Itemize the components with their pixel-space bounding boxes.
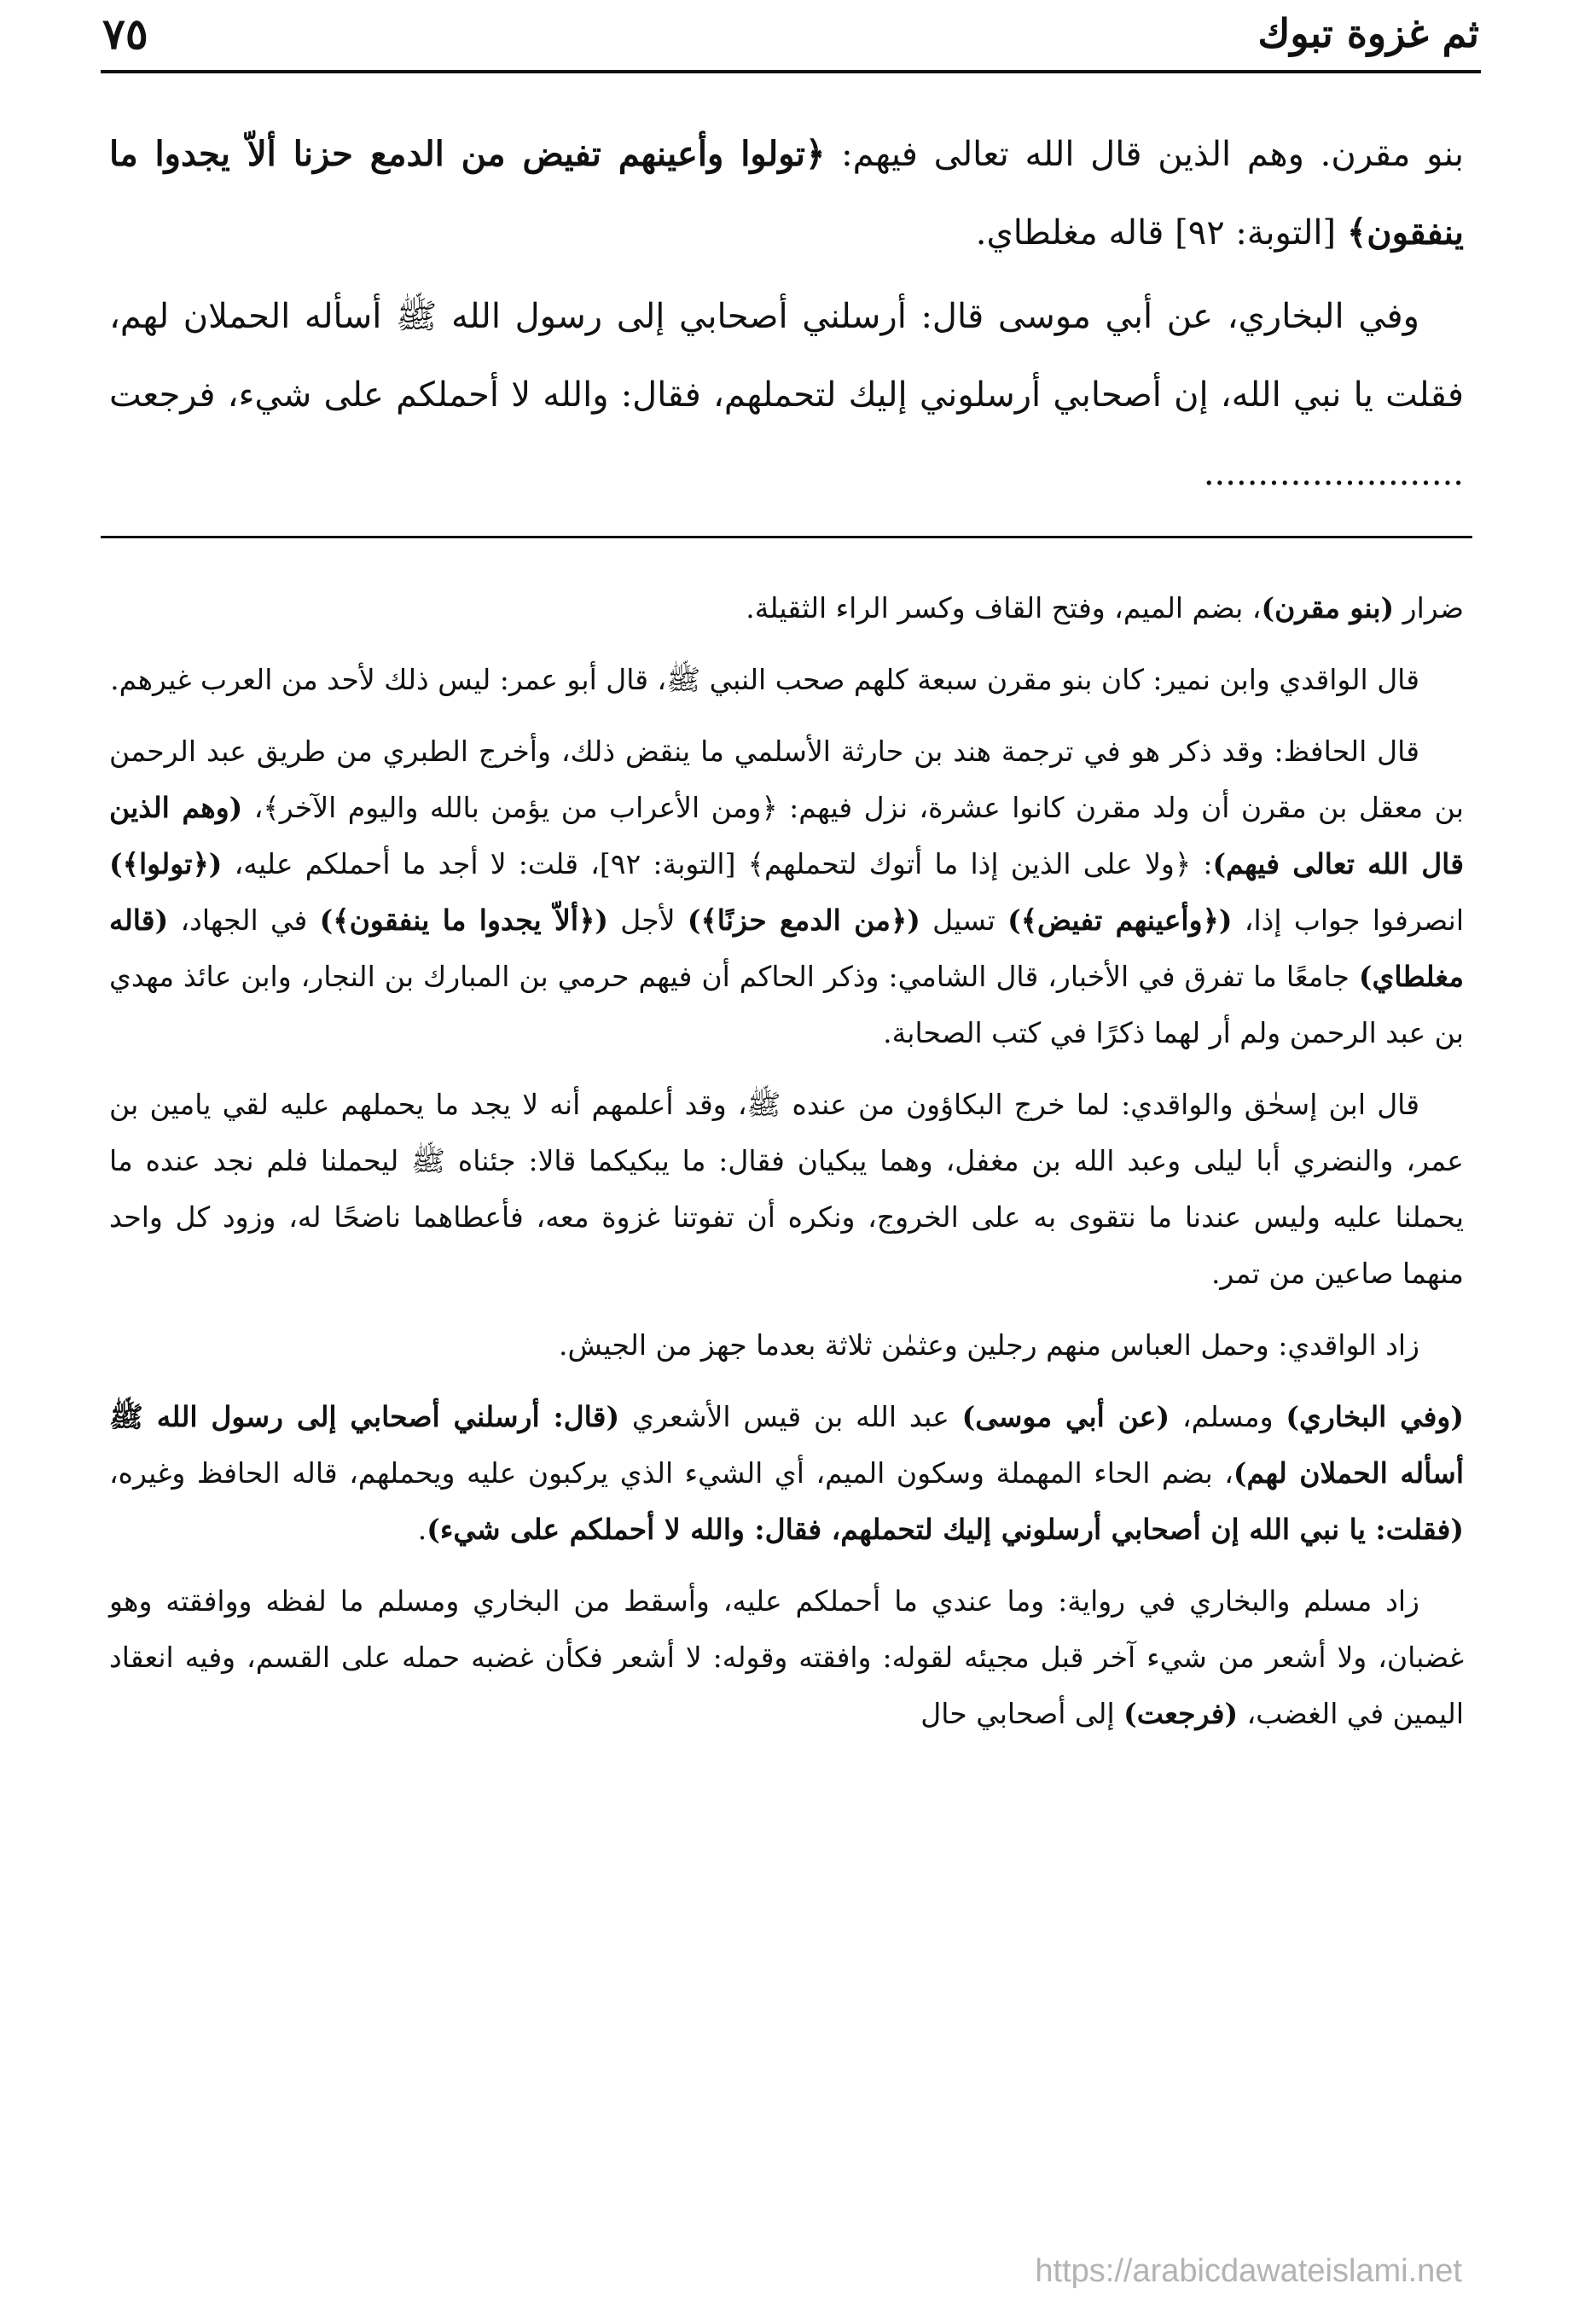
quoted-matn: (﴿تولوا﴾) [109,847,223,880]
commentary-paragraph [109,1389,1464,1558]
text-run: قال ابن إسحٰق والواقدي: لما خرج البكاؤون من عنده ﷺ، وقد أعلمهم أنه لا يجد ما يحملهم عليه لقي يامين بن عمر، والنضري أبا ليلى وعبد الله بن مغفل، وهما يبكيان فقال: ما يبكيكما قالا: جئناه ﷺ ليحملنا فلم نجد عنده ما يحملنا عليه وليس عندنا ما نتقوى به على الخروج، ونكره أن تفوتنا غزوة معه، فأعطاهما ناضحًا له، وزود كل واحد منهما صاعين من تمر. [109,1088,1464,1290]
quoted-matn: (﴿ألاّ يجدوا ما ينفقون﴾) [319,903,608,937]
commentary-paragraph [109,1317,1464,1374]
text-run: إلى أصحابي حال [920,1697,1124,1730]
text-run: ، بضم الميم، وفتح القاف وكسر الراء الثقيلة. [746,591,1262,625]
commentary-paragraph [109,652,1464,708]
main-paragraph [109,115,1464,272]
commentary-paragraph [109,1573,1464,1742]
text-run: عبد الله بن قيس الأشعري [619,1400,962,1433]
quoted-matn: (قاله مغلطاي) [109,903,1464,993]
text-run: جامعًا ما تفرق في الأخبار، قال الشامي: وذكر الحاكم أن فيهم حرمي بن المبارك بن النجار، وابن عائذ مهدي بن عبد الرحمن ولم أر لهما ذكرًا في كتب الصحابة. [109,960,1464,1049]
quoted-matn: (وهم الذين قال الله تعالى فيهم) [109,791,1464,880]
page-number: ٧٥ [102,8,148,59]
text-run: ومسلم، [1170,1400,1286,1433]
text-run: تسيل [920,903,1008,937]
text-run: زاد مسلم والبخاري في رواية: وما عندي ما أحملكم عليه، وأسقط من البخاري ومسلم ما لفظه ووافقته وهو غضبان، ولا أشعر من شيء آخر قبل مجيئه لقوله: وافقته وقوله: لا أشعر فكأن غضبه حمله على القسم، وفيه انعقاد اليمين في الغضب، [109,1584,1464,1730]
text-run: : ﴿ولا على الذين إذا ما أتوك لتحملهم﴾ [التوبة: ٩٢]، قلت: لا أجد ما أحملكم عليه، [222,847,1213,880]
text-run: ضرار [1394,591,1464,625]
text-run: [التوبة: ٩٢] قاله مغلطاي. [975,213,1347,253]
text-divider [101,536,1472,538]
text-run: ، بضم الحاء المهملة وسكون الميم، أي الشيء الذي يركبون عليه ويحملهم، قاله الحافظ وغيره، [109,1456,1233,1490]
text-run: في الجهاد، [168,903,320,937]
main-paragraph [109,277,1464,513]
running-head [102,0,1479,67]
quoted-matn: (قال: أرسلني أصحابي إلى رسول الله ﷺ أسأله الحملان لهم) [109,1400,1465,1490]
commentary-paragraph [109,723,1464,1061]
text-run: بنو مقرن. وهم الذين قال الله تعالى فيهم: [825,135,1465,174]
header-rule [101,70,1481,73]
text-run: زاد الواقدي: وحمل العباس منهم رجلين وعثمٰن ثلاثة بعدما جهز من الجيش. [558,1328,1419,1362]
quoted-matn: (﴿وأعينهم تفيض﴾) [1007,903,1233,937]
quran-verse: ﴿تولوا وأعينهم تفيض من الدمع حزنا ألاّ يجدوا ما ينفقون﴾ [109,134,1464,253]
quoted-matn: (بنو مقرن) [1261,591,1395,625]
commentary [109,580,1464,1758]
running-title: ثم غزوة تبوك [1257,10,1479,56]
text-run: وفي البخاري، عن أبي موسى قال: أرسلني أصحابي إلى رسول الله ﷺ أسأله الحملان لهم، فقلت يا نبي الله، إن أصحابي أرسلوني إليك لتحملهم، فقال: والله لا أحملكم على شيء، فرجعت [109,297,1465,415]
text-run: قال الحافظ: وقد ذكر هو في ترجمة هند بن حارثة الأسلمي ما ينقض ذلك، وأخرج الطبري من طريق عبد الرحمن بن معقل بن مقرن أن ولد مقرن كانوا عشرة، نزل فيهم: ﴿ومن الأعراب من يؤمن بالله واليوم الآخر﴾، [109,735,1464,824]
quoted-matn: (عن أبي موسى) [961,1400,1170,1433]
commentary-paragraph [109,1077,1464,1302]
quoted-matn: (فقلت: يا نبي الله إن أصحابي أرسلوني إليك لتحملهم، فقال: والله لا أحملكم على شيء) [427,1513,1464,1546]
main-text [109,115,1464,518]
text-run: انصرفوا جواب إذا، [1232,903,1464,937]
text-run: . [417,1513,427,1546]
quoted-matn: (فرجعت) [1123,1697,1239,1730]
text-run: قال الواقدي وابن نمير: كان بنو مقرن سبعة كلهم صحب النبي ﷺ، قال أبو عمر: ليس ذلك لأحد من العرب غيرهم. [110,663,1419,696]
quoted-matn: (﴿من الدمع حزنًا﴾) [687,903,920,937]
continuation-dots: ........................ [1203,454,1464,493]
text-run: لأجل [607,903,688,937]
watermark-url: https://arabicdawateislami.net [1035,2253,1462,2289]
quoted-matn: (وفي البخاري) [1286,1400,1464,1433]
commentary-paragraph [109,580,1464,636]
